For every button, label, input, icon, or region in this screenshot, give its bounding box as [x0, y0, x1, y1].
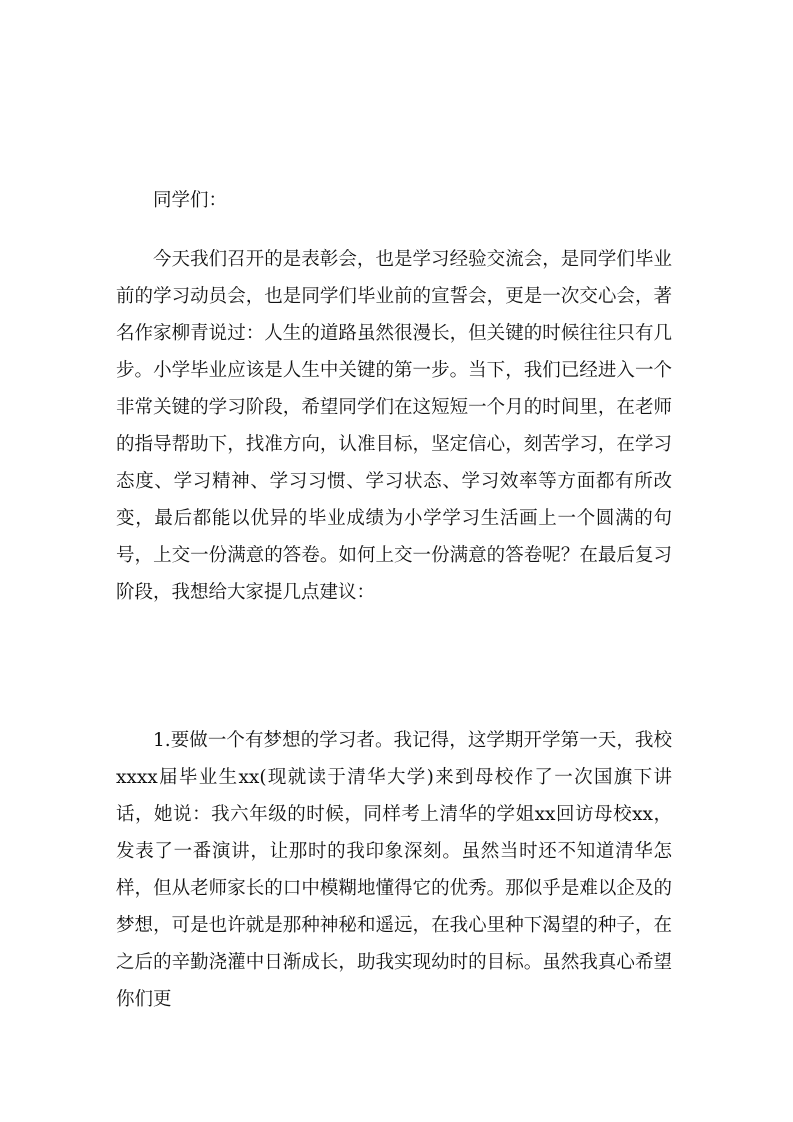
paragraph-intro — [116, 241, 672, 611]
paragraph-text: 今天我们召开的是表彰会，也是学习经验交流会，是同学们毕业前的学习动员会，也是同学们毕业前的宣誓会，更是一次交心会，著名作家柳青说过：人生的道路虽然很漫长，但关键的时候往往只有几步。小学毕业应该是人生中关键的第一步。当下，我们已经进入一个非常关键的学习阶段，希望同学们在这短短一个月的时间里，在老师的指导帮助下，找准方向，认准目标，坚定信心，刻苦学习，在学习态度、学习精神、学习习惯、学习状态、学习效率等方面都有所改变，最后都能以优异的毕业成绩为小学学习生活画上一个圆满的句号，上交一份满意的答卷。如何上交一份满意的答卷呢？在最后复习阶段，我想给大家提几点建议： — [116, 249, 672, 603]
paragraph-text: 1.要做一个有梦想的学习者。我记得，这学期开学第一天，我校xxxx届毕业生xx(现就读于清华大学)来到母校作了一次国旗下讲话，她说：我六年级的时候，同样考上清华的学姐xx回访母校xx，发表了一番演讲，让那时的我印象深刻。虽然当时还不知道清华怎样，但从老师家长的口中模糊地懂得它的优秀。那似乎是难以企及的梦想，可是也许就是那种神秘和遥远，在我心里种下渴望的种子，在之后的辛勤浇灌中日渐成长，助我实现幼时的目标。虽然我真心希望你们更 — [116, 730, 672, 1010]
paragraph-suggestion-1 — [116, 722, 672, 1018]
salutation: 同学们： — [153, 190, 228, 211]
